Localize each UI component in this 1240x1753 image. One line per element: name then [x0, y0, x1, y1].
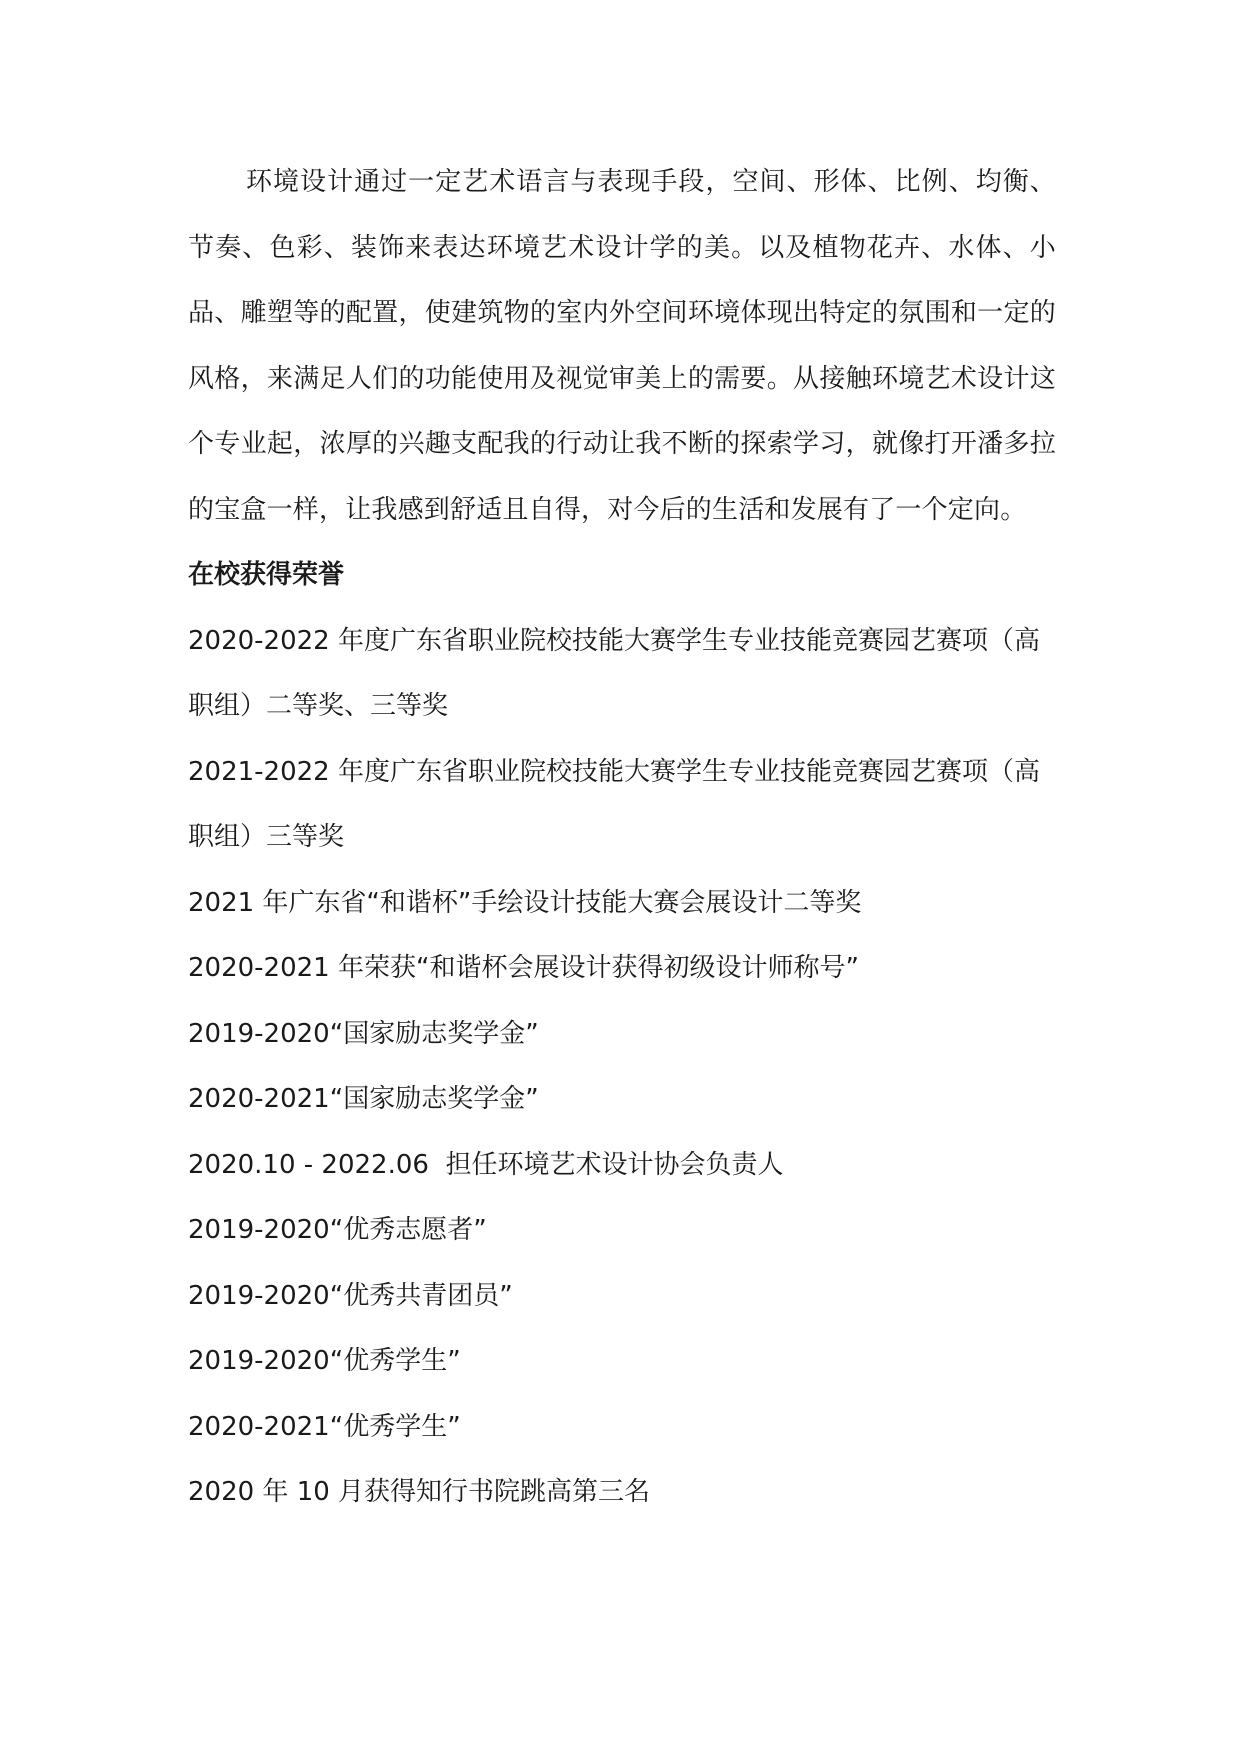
honor-item: 2020.10 - 2022.06 担任环境艺术设计协会负责人 — [188, 1149, 784, 1180]
honors-section-title: 在校获得荣誉 — [188, 560, 345, 590]
honor-item: 2019-2020“优秀志愿者” — [188, 1215, 487, 1245]
honor-item: 2021-2022 年度广东省职业院校技能大赛学生专业技能竞赛园艺赛项（高职组）三等奖 — [188, 756, 1040, 852]
honor-item: 2021 年广东省“和谐杯”手绘设计技能大赛会展设计二等奖 — [188, 887, 862, 918]
honor-item: 2019-2020“优秀学生” — [188, 1346, 461, 1376]
honor-item: 2019-2020“国家励志奖学金” — [188, 1018, 539, 1049]
honor-item: 2019-2020“优秀共青团员” — [188, 1280, 513, 1311]
honors-list — [188, 609, 1056, 1526]
intro-paragraph: 环境设计通过一定艺术语言与表现手段，空间、形体、比例、均衡、节奏、色彩、装饰来表达环境艺术设计学的美。以及植物花卉、水体、小品、雕塑等的配置，使建筑物的室内外空间环境体现出特定的氛围和一定的风格，来满足人们的功能使用及视觉审美上的需要。从接触环境艺术设计这个专业起，浓厚的兴趣支配我的行动让我不断的探索学习，就像打开潘多拉的宝盒一样，让我感到舒适且自得，对今后的生活和发展有了一个定向。 — [188, 167, 1056, 525]
honor-item: 2020-2021 年荣获“和谐杯会展设计获得初级设计师称号” — [188, 953, 859, 983]
honor-item: 2020-2021“优秀学生” — [188, 1411, 461, 1442]
honor-item: 2020 年 10 月获得知行书院跳高第三名 — [188, 1477, 651, 1507]
document-page — [188, 150, 1056, 1526]
honor-item: 2020-2022 年度广东省职业院校技能大赛学生专业技能竞赛园艺赛项（高职组）二等奖、三等奖 — [188, 625, 1040, 721]
honor-item: 2020-2021“国家励志奖学金” — [188, 1084, 539, 1114]
